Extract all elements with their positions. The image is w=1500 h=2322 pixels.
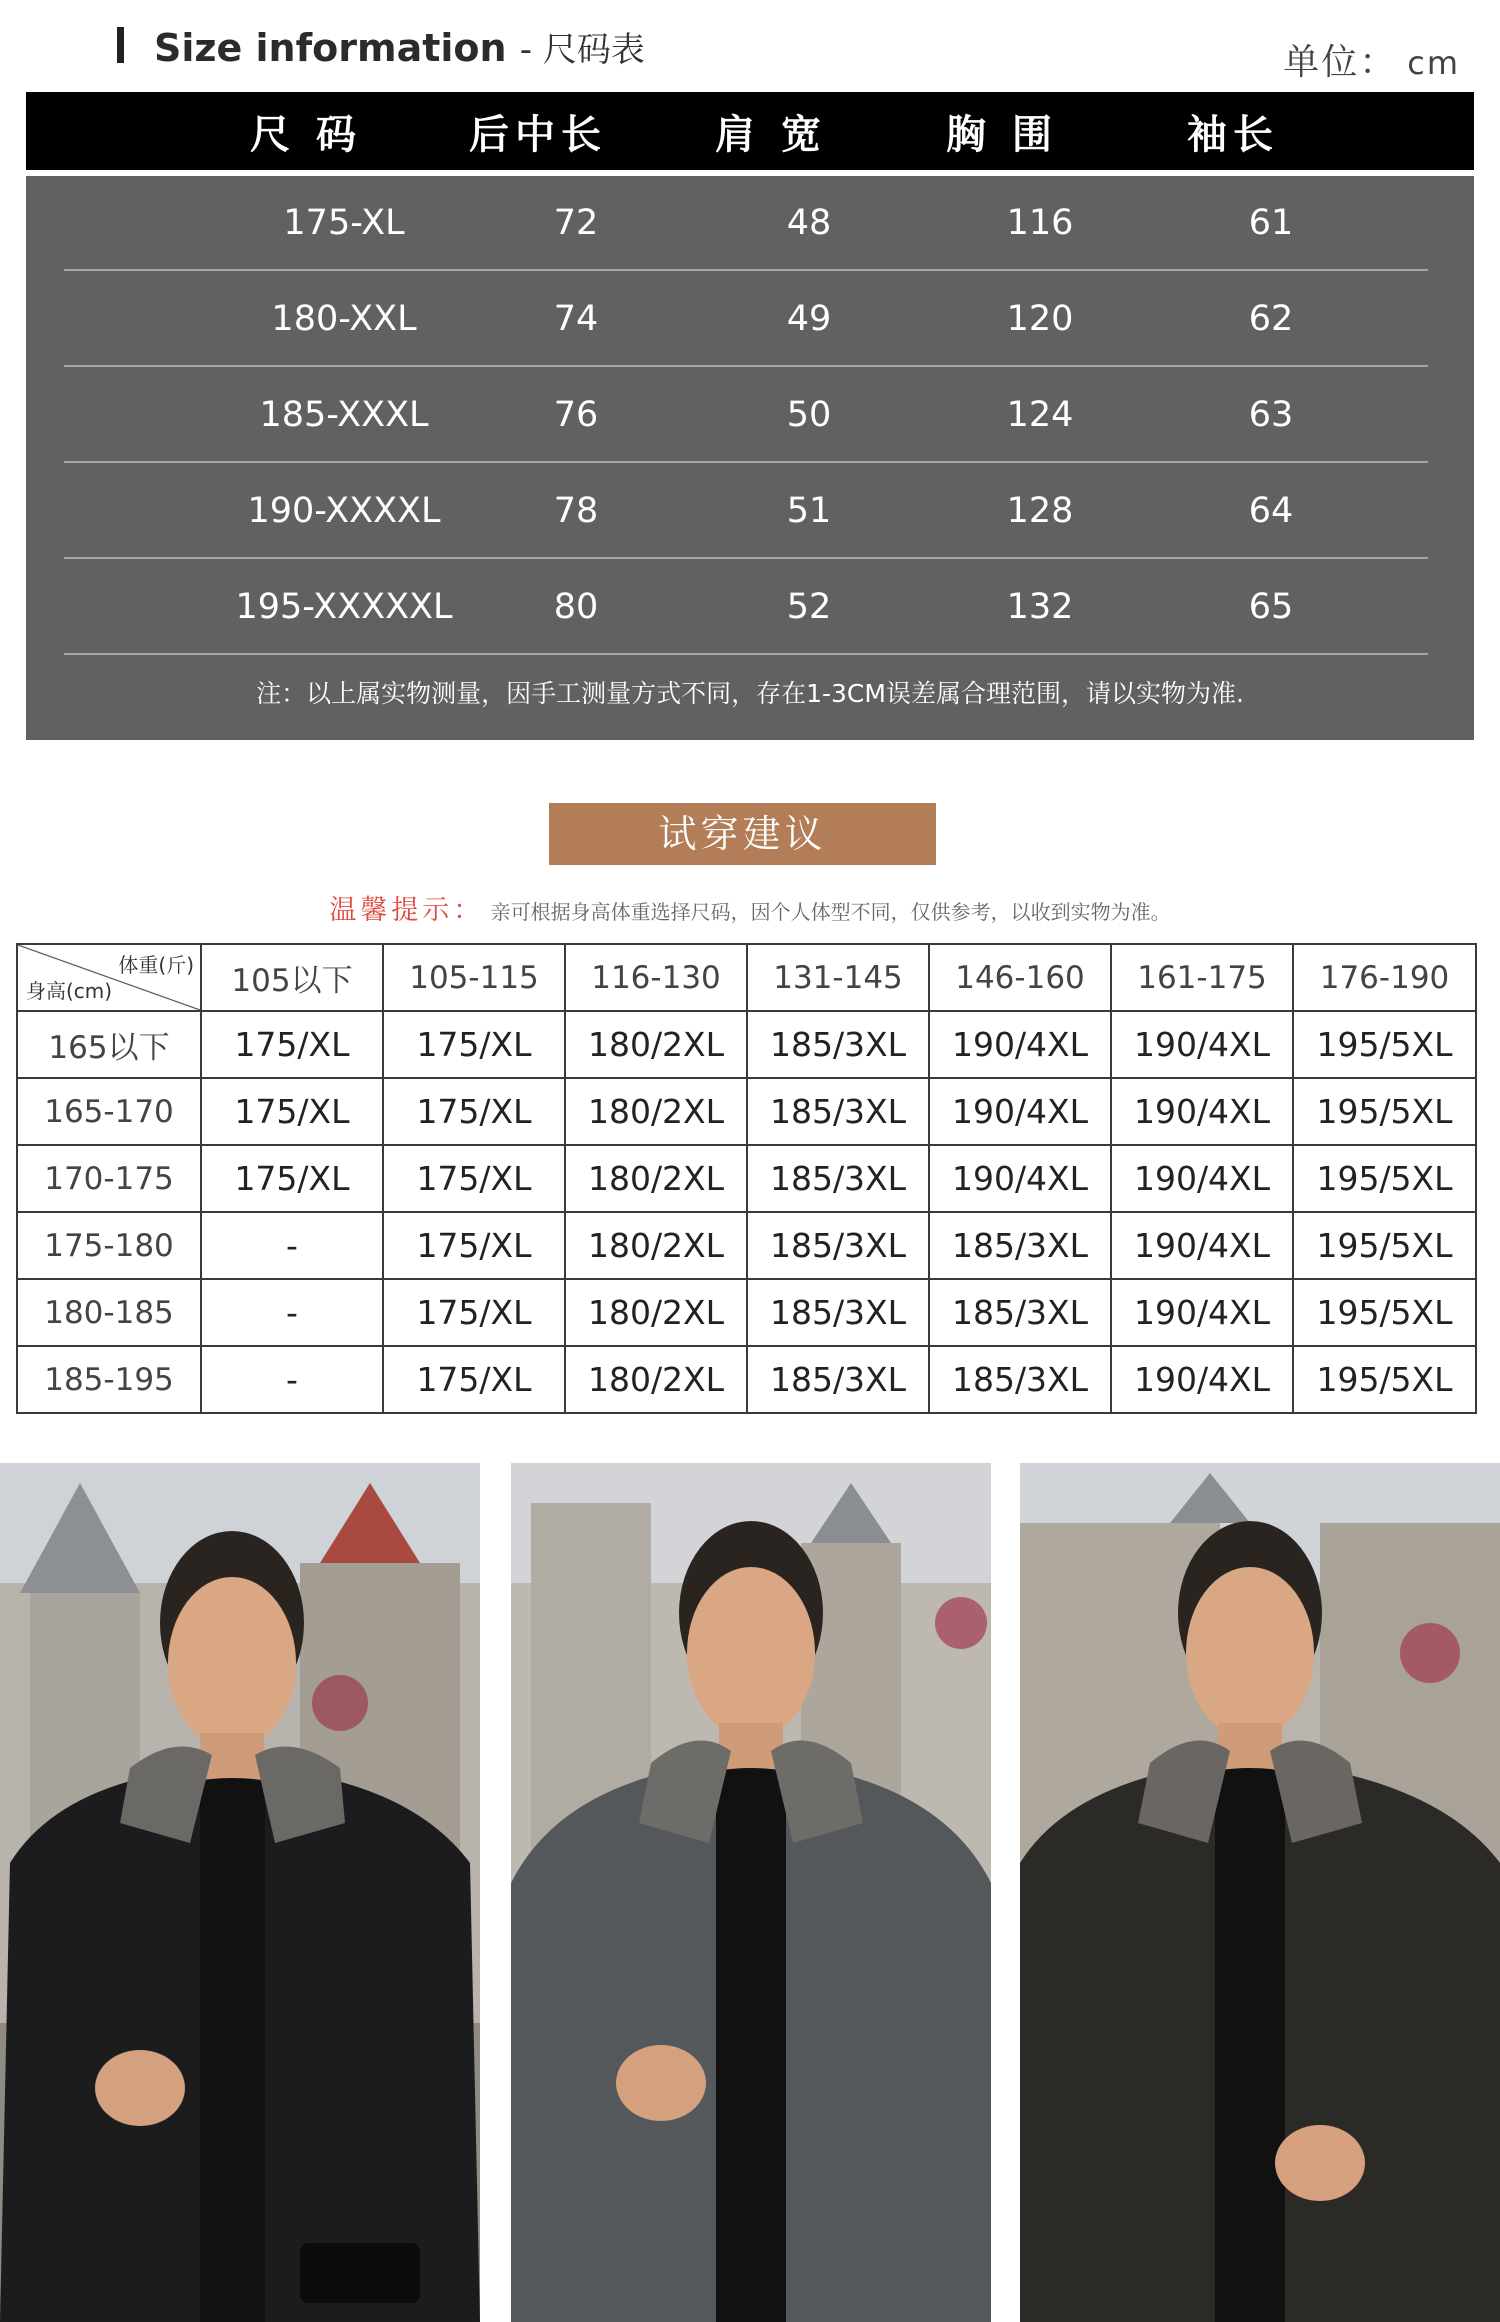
corner-cell (17, 944, 201, 1011)
table-row (64, 560, 1428, 655)
size-cell: 185-XXXL (259, 394, 429, 435)
height-range-cell: 165-170 (17, 1078, 201, 1145)
back-length-cell: 76 (553, 394, 599, 435)
col-header-chest: 胸 围 (946, 111, 1058, 158)
size-suggestion-cell: 195/5XL (1293, 1078, 1476, 1145)
size-suggestion-cell: 190/4XL (1111, 1279, 1293, 1346)
size-suggestion-cell: 190/4XL (929, 1011, 1111, 1078)
size-info-header (0, 0, 1500, 90)
size-suggestion-cell: 195/5XL (1293, 1279, 1476, 1346)
size-suggestion-cell: 175/XL (201, 1145, 383, 1212)
size-cell: 195-XXXXXL (235, 586, 453, 627)
size-suggestion-cell: 180/2XL (565, 1346, 747, 1413)
sleeve-cell: 65 (1248, 586, 1294, 627)
weight-range-header: 131-145 (747, 944, 929, 1011)
size-suggestion-cell: 180/2XL (565, 1279, 747, 1346)
size-suggestion-cell: 195/5XL (1293, 1011, 1476, 1078)
title-accent-bar (117, 27, 124, 63)
chest-cell: 120 (1006, 298, 1074, 339)
sleeve-cell: 63 (1248, 394, 1294, 435)
size-suggestion-cell: 190/4XL (929, 1145, 1111, 1212)
size-suggestion-cell: 175/XL (383, 1078, 565, 1145)
size-suggestion-cell: 185/3XL (929, 1212, 1111, 1279)
shoulder-cell: 49 (786, 298, 832, 339)
size-suggestion-cell: 180/2XL (565, 1212, 747, 1279)
size-suggestion-cell: 190/4XL (1111, 1346, 1293, 1413)
size-suggestion-cell: 195/5XL (1293, 1145, 1476, 1212)
size-suggestion-cell: 195/5XL (1293, 1212, 1476, 1279)
chest-cell: 132 (1006, 586, 1074, 627)
table-row (64, 464, 1428, 559)
chest-cell: 116 (1006, 202, 1074, 243)
size-suggestion-cell: 185/3XL (747, 1346, 929, 1413)
size-suggestion-cell: 175/XL (383, 1346, 565, 1413)
size-suggestion-cell: 175/XL (383, 1279, 565, 1346)
size-cell: 180-XXL (271, 298, 417, 339)
height-range-cell: 165以下 (17, 1011, 201, 1078)
size-suggestion-cell: 175/XL (383, 1212, 565, 1279)
size-suggestion-cell: - (201, 1279, 383, 1346)
size-suggestion-cell: 190/4XL (1111, 1145, 1293, 1212)
weight-range-header: 105-115 (383, 944, 565, 1011)
size-suggestion-cell: 190/4XL (929, 1078, 1111, 1145)
size-suggestion-cell: 190/4XL (1111, 1011, 1293, 1078)
size-suggestion-cell: 185/3XL (747, 1078, 929, 1145)
height-range-cell: 175-180 (17, 1212, 201, 1279)
model-photo-black-jacket (0, 1463, 480, 2322)
tip-heading: 温馨提示： (329, 895, 485, 926)
unit-label (1283, 34, 1460, 85)
col-header-sleeve: 袖长 (1187, 111, 1279, 158)
chest-cell: 124 (1006, 394, 1074, 435)
shoulder-cell: 50 (786, 394, 832, 435)
table-row (64, 272, 1428, 367)
size-suggestion-cell: 175/XL (383, 1011, 565, 1078)
size-suggestion-cell: 185/3XL (747, 1279, 929, 1346)
tip-text: 亲可根据身高体重选择尺码，因个人体型不同，仅供参考，以收到实物为准。 (490, 900, 1171, 924)
table-row (64, 368, 1428, 463)
col-header-shoulder: 肩 宽 (715, 111, 827, 158)
back-length-cell: 78 (553, 490, 599, 531)
size-suggestion-cell: 175/XL (201, 1011, 383, 1078)
size-suggestion-cell: - (201, 1346, 383, 1413)
back-length-cell: 74 (553, 298, 599, 339)
size-suggestion-cell: 175/XL (383, 1145, 565, 1212)
weight-range-header: 176-190 (1293, 944, 1476, 1011)
sleeve-cell: 61 (1248, 202, 1294, 243)
fitting-tip (0, 888, 1500, 927)
col-header-back-length: 后中长 (469, 111, 607, 158)
size-suggestion-cell: 190/4XL (1111, 1212, 1293, 1279)
size-suggestion-cell: 185/3XL (929, 1346, 1111, 1413)
shoulder-cell: 52 (786, 586, 832, 627)
table-header-row (17, 944, 1476, 1011)
shoulder-cell: 48 (786, 202, 832, 243)
size-suggestion-cell: 180/2XL (565, 1145, 747, 1212)
table-row (17, 1346, 1476, 1413)
model-photo-brown-jacket (1020, 1463, 1500, 2322)
fitting-table (16, 943, 1477, 1414)
size-suggestion-cell: 175/XL (201, 1078, 383, 1145)
table-row (17, 1145, 1476, 1212)
sleeve-cell: 62 (1248, 298, 1294, 339)
weight-range-header: 105以下 (201, 944, 383, 1011)
section-title (154, 22, 645, 71)
unit-label-text: 单位： (1283, 42, 1398, 83)
corner-height-label: 身高(cm) (26, 979, 113, 1003)
section-title-cn: - 尺码表 (519, 30, 645, 70)
table-row (17, 1279, 1476, 1346)
weight-range-header: 116-130 (565, 944, 747, 1011)
size-suggestion-cell: 190/4XL (1111, 1078, 1293, 1145)
height-range-cell: 170-175 (17, 1145, 201, 1212)
size-suggestion-cell: - (201, 1212, 383, 1279)
jacket-left (0, 1768, 200, 2322)
jacket-left (511, 1763, 716, 2322)
height-range-cell: 180-185 (17, 1279, 201, 1346)
height-range-cell: 185-195 (17, 1346, 201, 1413)
jacket-left (1020, 1763, 1215, 2322)
shoulder-cell: 51 (786, 490, 832, 531)
sleeve-cell: 64 (1248, 490, 1294, 531)
size-cell: 175-XL (283, 202, 405, 243)
size-suggestion-cell: 185/3XL (929, 1279, 1111, 1346)
size-suggestion-cell: 185/3XL (747, 1212, 929, 1279)
size-suggestion-cell: 180/2XL (565, 1078, 747, 1145)
table-row (64, 176, 1428, 271)
size-table-body (26, 176, 1474, 740)
col-header-size: 尺 码 (250, 111, 362, 158)
size-table-header (26, 92, 1474, 170)
chest-cell: 128 (1006, 490, 1074, 531)
back-length-cell: 80 (553, 586, 599, 627)
size-suggestion-cell: 195/5XL (1293, 1346, 1476, 1413)
weight-range-header: 161-175 (1111, 944, 1293, 1011)
table-row (17, 1011, 1476, 1078)
size-suggestion-cell: 185/3XL (747, 1011, 929, 1078)
fitting-title: 试穿建议 (549, 803, 936, 865)
size-cell: 190-XXXXL (247, 490, 441, 531)
table-row (17, 1078, 1476, 1145)
model-photo-grey-jacket (511, 1463, 991, 2322)
size-suggestion-cell: 180/2XL (565, 1011, 747, 1078)
corner-weight-label: 体重(斤) (118, 953, 194, 977)
size-suggestion-cell: 185/3XL (747, 1145, 929, 1212)
table-row (17, 1212, 1476, 1279)
measurement-note: 注：以上属实物测量，因手工测量方式不同，存在1-3CM误差属合理范围，请以实物为准. (256, 679, 1244, 708)
section-title-en: Size information (154, 26, 507, 70)
back-length-cell: 72 (553, 202, 599, 243)
weight-range-header: 146-160 (929, 944, 1111, 1011)
unit-value: cm (1407, 44, 1460, 82)
